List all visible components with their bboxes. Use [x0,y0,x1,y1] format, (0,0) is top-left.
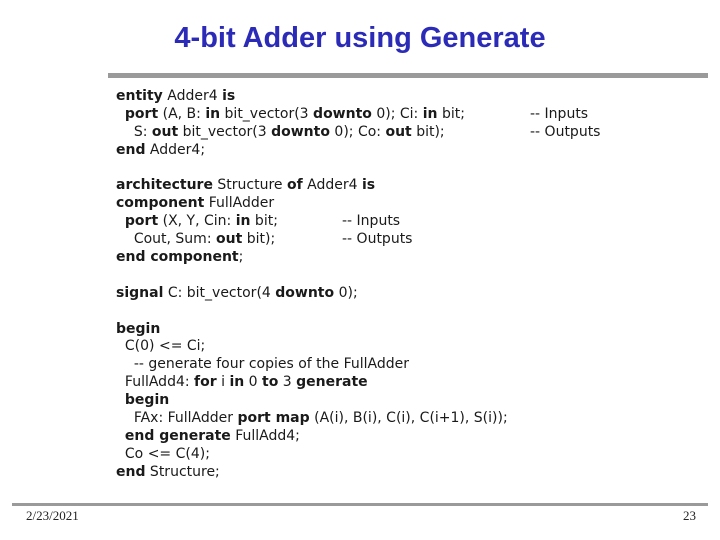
code-text: i [216,374,230,391]
code-text: 0); Ci: [371,105,423,122]
keyword: in [235,213,251,230]
slide-title: 4-bit Adder using Generate [174,22,546,54]
code-text: 0); [334,284,358,301]
keyword: port [124,213,159,230]
keyword: generate [296,374,368,391]
code-line [116,231,676,249]
code-line [116,213,676,231]
keyword: component [116,195,205,212]
code-text: C: bit_vector(4 [163,284,276,301]
code-text: 0); Co: [329,123,386,140]
code-line [116,392,676,410]
code-text: (X, Y, Cin: [158,213,236,230]
code-text: Structure; [145,463,220,480]
indent [116,356,134,372]
code-text: ; [238,249,244,266]
indent [116,106,125,122]
code-comment: -- Inputs [342,213,401,230]
blank-line [116,160,676,178]
blank-line [116,303,676,321]
indent [116,446,125,462]
keyword: in [229,374,245,391]
code-text: 0 [244,374,263,391]
code-line [116,464,676,482]
keyword: in [422,105,438,122]
keyword: downto [271,123,330,140]
code-line [116,321,676,339]
code-text: Adder4 [302,177,362,194]
code-comment: -- Outputs [530,123,601,140]
code-comment: -- Inputs [530,105,589,122]
keyword: to [262,374,279,391]
code-text: (A(i), B(i), C(i), C(i+1), S(i)); [309,410,508,427]
code-text: C(0) <= Ci; [124,338,206,355]
code-line [116,374,676,392]
code-text: Co <= C(4); [124,445,210,462]
keyword: end [116,141,146,158]
code-line [116,410,676,428]
code-text: bit_vector(3 [178,123,272,140]
keyword: is [222,88,236,104]
indent [116,374,125,390]
keyword: out [215,231,243,248]
code-text: FullAdd4; [230,427,300,444]
code-line [116,446,676,464]
indent [116,213,125,229]
code-text: Adder4 [162,88,223,104]
keyword: end generate [124,427,231,444]
keyword: is [362,177,376,194]
code-line [116,88,676,106]
indent [116,428,125,444]
code-text: 3 [278,374,297,391]
code-text: Structure [212,177,287,194]
keyword: port [124,105,159,122]
vhdl-code-block [116,88,676,482]
blank-line [116,267,676,285]
keyword: signal [116,284,164,301]
code-text: S: [133,123,152,140]
code-line [116,142,676,160]
code-text: bit; [250,213,278,230]
code-text: FAx: FullAdder [133,410,238,427]
code-line [116,356,676,374]
code-text: bit; [437,105,465,122]
code-line [116,249,676,267]
keyword: end component [116,249,239,266]
indent [116,338,125,354]
code-text: FullAdder [204,195,275,212]
footer-divider [12,503,708,506]
keyword: end [116,463,146,480]
code-line [116,338,676,356]
keyword: entity [116,88,163,104]
keyword: begin [116,320,161,337]
code-text: Adder4; [145,141,206,158]
code-text: bit); [242,231,276,248]
title-divider [108,73,708,78]
indent [116,124,134,140]
code-line [116,106,676,124]
code-line [116,177,676,195]
indent [116,410,134,426]
code-line [116,124,676,142]
code-comment: -- generate four copies of the FullAdder [133,356,409,373]
code-text: FullAdd4: [124,374,195,391]
keyword: downto [313,105,372,122]
indent [116,231,134,247]
keyword: port map [237,410,310,427]
keyword: in [205,105,221,122]
keyword: out [385,123,412,140]
code-text: (A, B: [158,105,206,122]
slide-date: 2/23/2021 [26,508,79,523]
code-line [116,195,676,213]
keyword: begin [124,392,170,409]
keyword: downto [275,284,335,301]
page-number: 23 [683,508,696,523]
code-line [116,285,676,303]
code-text: Cout, Sum: [133,231,216,248]
code-text: bit_vector(3 [220,105,314,122]
code-line [116,428,676,446]
code-comment: -- Outputs [342,231,413,248]
keyword: of [287,177,303,194]
keyword: for [194,374,217,391]
indent [116,392,125,408]
code-text: bit); [411,123,445,140]
keyword: out [151,123,179,140]
keyword: architecture [116,177,213,194]
